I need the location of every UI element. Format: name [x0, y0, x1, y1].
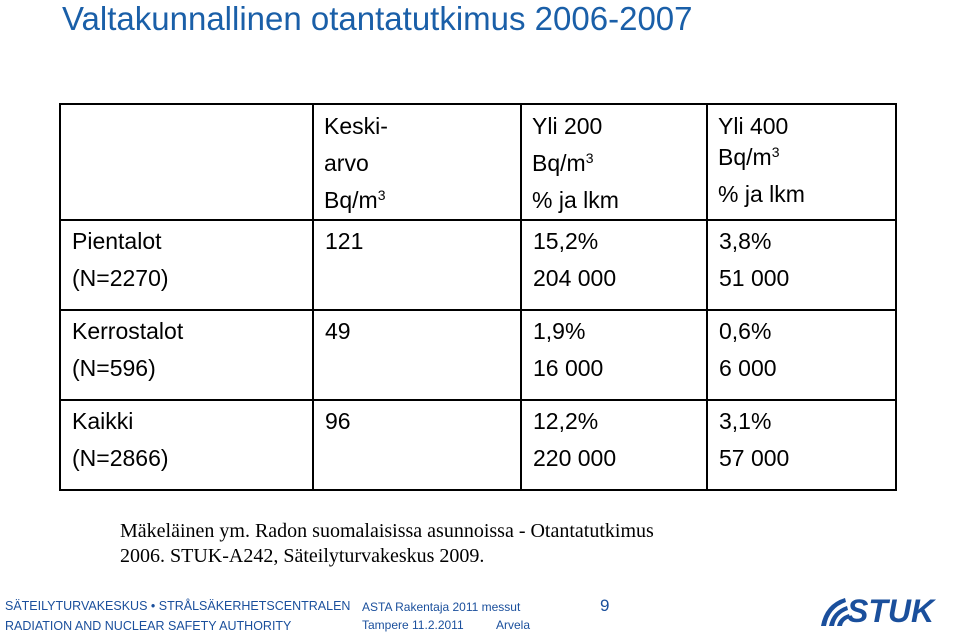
row-label: Kaikki (N=2866): [60, 400, 313, 490]
page-number: 9: [600, 596, 610, 615]
slide-title: Valtakunnallinen otantatutkimus 2006-2007: [62, 0, 693, 37]
over-400-value: 0,6% 6 000: [707, 310, 896, 400]
radon-survey-table: [59, 103, 897, 491]
mean-value: 49: [313, 310, 521, 400]
sun-rays-icon: [821, 598, 850, 626]
header-line: % ja lkm: [718, 181, 805, 207]
table-row: [60, 400, 896, 490]
header-line: arvo: [324, 150, 369, 176]
reference-citation: [120, 519, 820, 569]
logo-text: STUK: [847, 593, 935, 629]
over-400-value: 3,1% 57 000: [707, 400, 896, 490]
header-line: Yli 200: [532, 113, 603, 139]
header-line: Yli 400: [718, 113, 789, 139]
over-400-value: 3,8% 51 000: [707, 220, 896, 310]
header-empty-cell: [60, 104, 313, 220]
header-unit-line: $Bq/m^3$: [324, 187, 386, 213]
row-label: Pientalot (N=2270): [60, 220, 313, 310]
footer-organization: SÄTEILYTURVAKESKUS • STRÅLSÄKERHETSCENTRALEN RADIATION AND NUCLEAR SAFETY AUTHORITY: [5, 599, 351, 633]
header-unit-line: $Bq/m^3$: [532, 150, 594, 176]
over-200-value: 12,2% 220 000: [521, 400, 707, 490]
header-line: % ja lkm: [532, 187, 619, 213]
table-row: [60, 310, 896, 400]
reference-line: Mäkeläinen ym. Radon suomalaisissa asunnoissa - Otantatutkimus: [120, 520, 654, 542]
row-label: Kerrostalot (N=596): [60, 310, 313, 400]
header-mean: [313, 104, 521, 220]
stuk-logo: [815, 584, 945, 632]
table-row: [60, 220, 896, 310]
over-200-value: 1,9% 16 000: [521, 310, 707, 400]
over-200-value: 15,2% 204 000: [521, 220, 707, 310]
footer-author: Arvela: [496, 618, 531, 632]
footer-event: ASTA Rakentaja 2011 messut Tampere 11.2.2011 Arvela: [362, 600, 531, 632]
mean-value: 121: [313, 220, 521, 310]
mean-value: 96: [313, 400, 521, 490]
header-unit-line: $Bq/m^3$: [718, 144, 780, 170]
header-line: Keski-: [324, 113, 388, 139]
header-over-400: [707, 104, 896, 220]
table-header-row: [60, 104, 896, 220]
reference-line: 2006. STUK-A242, Säteilyturvakeskus 2009.: [120, 545, 485, 567]
header-over-200: [521, 104, 707, 220]
